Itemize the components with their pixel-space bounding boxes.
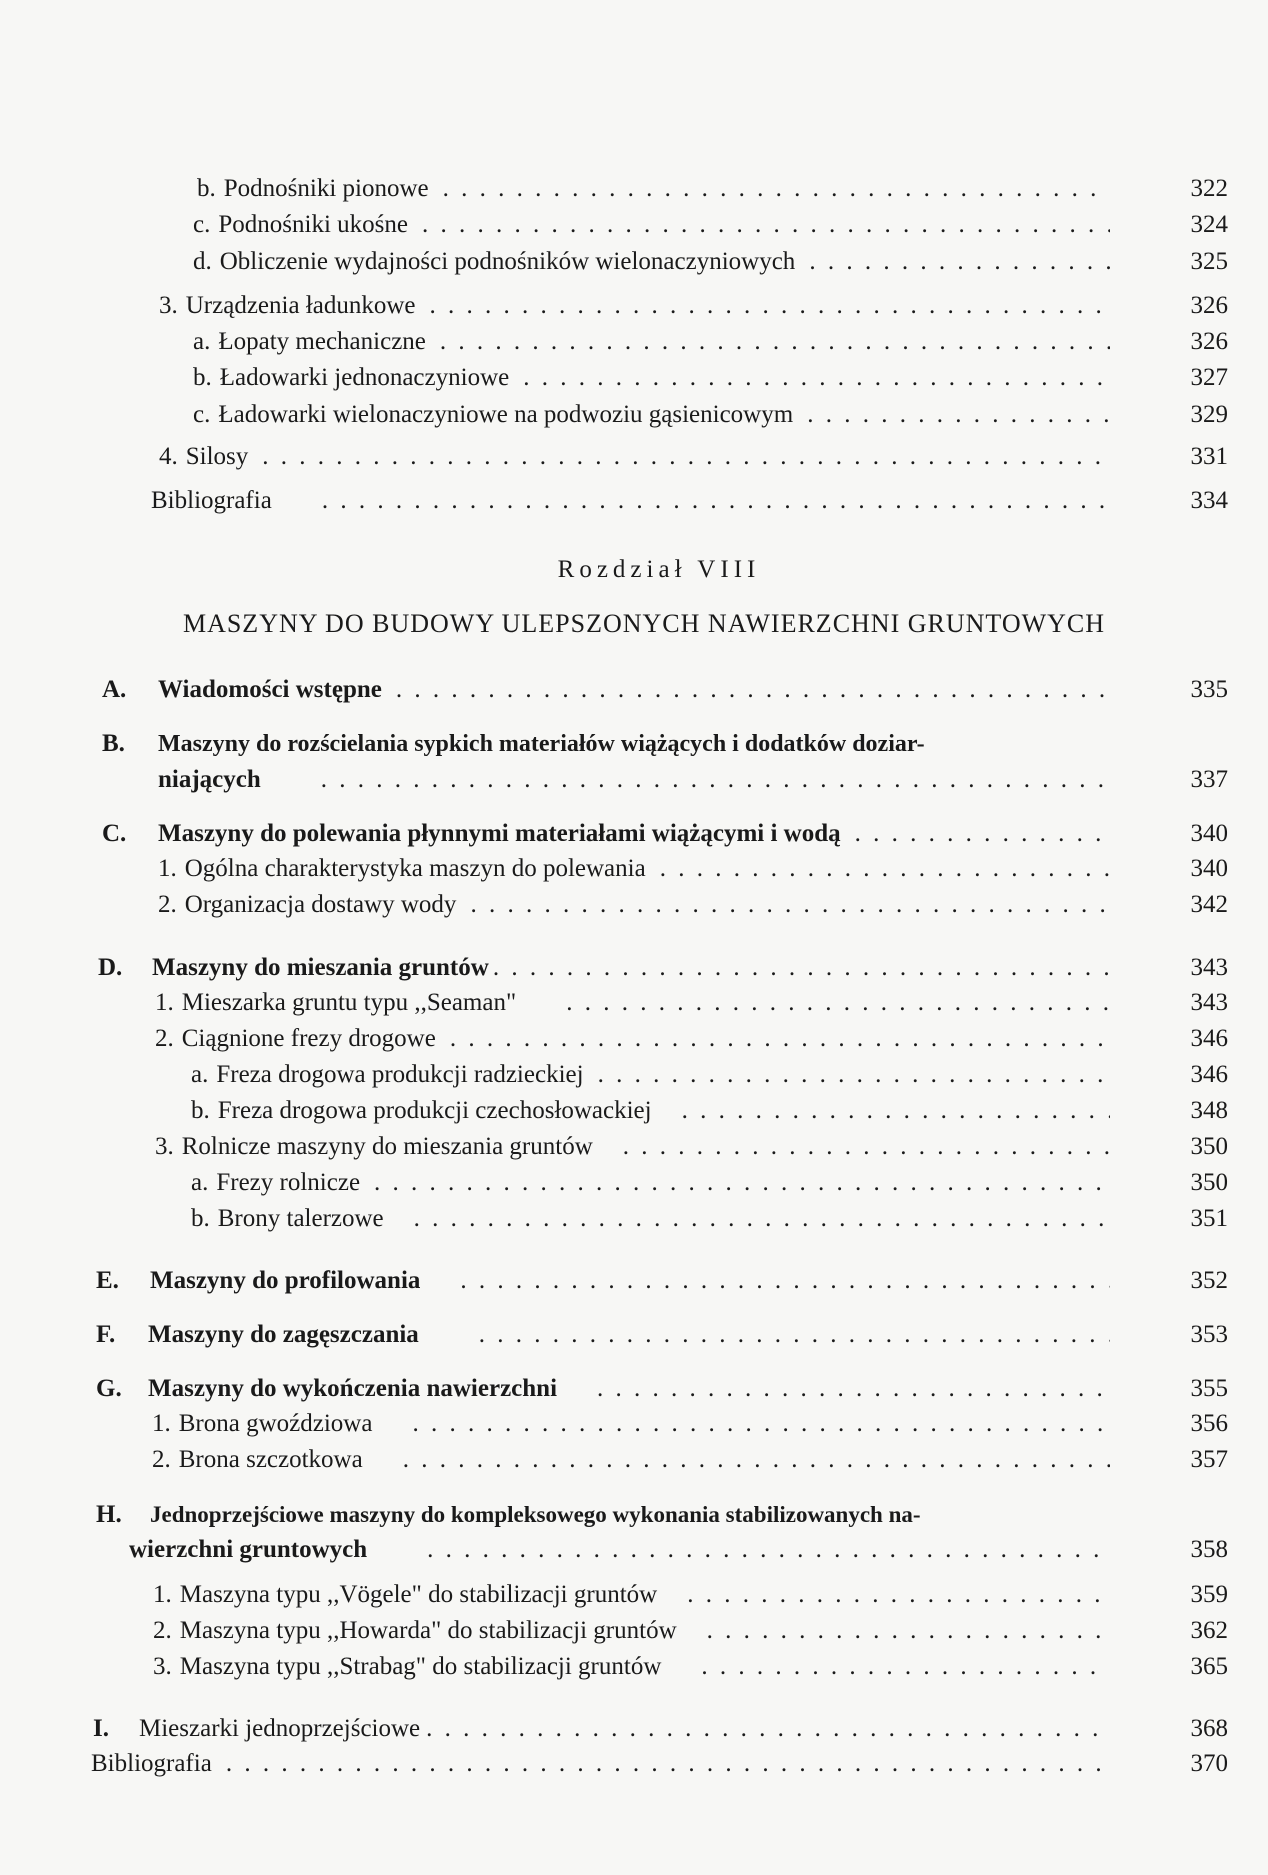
- dot-leader: [440, 324, 1110, 360]
- entry-label: Brona gwoździowa: [178, 1410, 373, 1437]
- page-number: 327: [1190, 364, 1228, 391]
- entry-marker: c.: [193, 211, 211, 238]
- page-number: 325: [1190, 248, 1228, 275]
- dot-leader: [321, 762, 1110, 798]
- entry-marker: d.: [193, 248, 212, 275]
- dot-leader: [414, 1201, 1110, 1237]
- entry-marker: 3.: [159, 292, 178, 319]
- page-number: 350: [1190, 1133, 1228, 1160]
- page-number: 370: [1190, 1750, 1228, 1777]
- page-number: 340: [1190, 820, 1228, 847]
- dot-leader: [807, 397, 1110, 433]
- toc-entry[interactable]: [191, 1093, 1228, 1129]
- entry-label: Maszyna typu ,,Vögele" do stabilizacji gruntów: [179, 1581, 658, 1608]
- toc-entry[interactable]: [96, 1497, 1228, 1533]
- chapter-title: MASZYNY DO BUDOWY ULEPSZONYCH NAWIERZCHNI GRUNTOWYCH: [182, 609, 1106, 638]
- entry-marker: 3.: [155, 1133, 174, 1160]
- dot-leader: [422, 207, 1110, 243]
- dot-leader: [479, 1317, 1110, 1353]
- page-number: 326: [1190, 328, 1228, 355]
- page-number: 340: [1190, 855, 1228, 882]
- toc-entry[interactable]: [193, 207, 1228, 243]
- toc-entry[interactable]: [153, 1649, 1228, 1685]
- entry-marker: I.: [93, 1715, 109, 1742]
- entry-label: Maszyny do wykończenia nawierzchni: [148, 1375, 558, 1402]
- entry-label: Bibliografia: [151, 487, 272, 514]
- entry-marker: 2.: [152, 1446, 171, 1473]
- entry-label: Frezy rolnicze: [216, 1169, 361, 1196]
- toc-entry[interactable]: [193, 397, 1228, 433]
- entry-marker: C.: [102, 820, 127, 847]
- entry-label: wierzchni gruntowych: [129, 1536, 368, 1563]
- toc-entry-continuation[interactable]: [129, 1532, 1228, 1568]
- entry-label: Urządzenia ładunkowe: [185, 292, 416, 319]
- entry-label: Maszyny do profilowania: [150, 1267, 421, 1294]
- entry-label: Wiadomości wstępne: [158, 676, 382, 703]
- dot-leader: [403, 1442, 1110, 1478]
- entry-label: Brona szczotkowa: [178, 1446, 363, 1473]
- entry-marker: 2.: [155, 1025, 174, 1052]
- entry-label: Maszyna typu ,,Howarda" do stabilizacji gruntów: [179, 1617, 677, 1644]
- page-number: 368: [1190, 1715, 1228, 1742]
- toc-entry[interactable]: [152, 1442, 1228, 1478]
- dot-leader: [660, 851, 1110, 887]
- entry-label: Maszyny do zagęszczania: [148, 1321, 419, 1348]
- toc-entry[interactable]: [151, 483, 1228, 519]
- entry-label: Organizacja dostawy wody: [184, 891, 457, 918]
- toc-entry[interactable]: [158, 887, 1228, 923]
- dot-leader: [427, 1532, 1110, 1568]
- entry-label: Maszyny do rozścielania sypkich materiałów wiążących i dodatków doziar-: [158, 731, 925, 757]
- toc-entry[interactable]: [155, 1129, 1228, 1165]
- entry-label: Łopaty mechaniczne: [218, 328, 426, 355]
- entry-label: Podnośniki pionowe: [223, 175, 429, 202]
- entry-marker: b.: [191, 1097, 210, 1124]
- entry-marker: b.: [191, 1205, 210, 1232]
- dot-leader: [262, 439, 1110, 475]
- entry-marker: G.: [96, 1375, 122, 1402]
- entry-marker: A.: [102, 676, 127, 703]
- toc-entry[interactable]: [193, 244, 1228, 280]
- entry-marker: 1.: [158, 855, 177, 882]
- entry-label: Mieszarki jednoprzejściowe: [139, 1715, 421, 1742]
- page-number: 362: [1190, 1617, 1228, 1644]
- entry-marker: F.: [96, 1321, 116, 1348]
- toc-entry[interactable]: [98, 950, 1228, 986]
- toc-entry[interactable]: [191, 1201, 1228, 1237]
- entry-label: Mieszarka gruntu typu ,,Seaman": [181, 989, 517, 1016]
- dot-leader: [493, 950, 1110, 986]
- entry-marker: D.: [98, 954, 123, 981]
- page-number: 357: [1190, 1446, 1228, 1473]
- entry-marker: 2.: [153, 1617, 172, 1644]
- page-number: 352: [1190, 1267, 1228, 1294]
- toc-entry[interactable]: [193, 324, 1228, 360]
- toc-entry[interactable]: [91, 1746, 1228, 1782]
- page-number: 324: [1190, 211, 1228, 238]
- toc-entry[interactable]: [158, 851, 1228, 887]
- toc-entry[interactable]: [191, 1165, 1228, 1201]
- dot-leader: [226, 1746, 1110, 1782]
- entry-label: Silosy: [185, 443, 249, 470]
- dot-leader: [322, 483, 1110, 519]
- entry-marker: a.: [191, 1061, 209, 1088]
- page-number: 329: [1190, 401, 1228, 428]
- toc-entry[interactable]: [159, 439, 1228, 475]
- dot-leader: [855, 816, 1110, 852]
- toc-entry[interactable]: [96, 1371, 1228, 1407]
- entry-marker: 3.: [153, 1653, 172, 1680]
- entry-label: Maszyna typu ,,Strabag" do stabilizacji gruntów: [179, 1653, 662, 1680]
- dot-leader: [707, 1613, 1110, 1649]
- entry-label: Bibliografia: [91, 1750, 212, 1777]
- toc-entry[interactable]: [159, 288, 1228, 324]
- page-number: 342: [1190, 891, 1228, 918]
- toc-entry[interactable]: [197, 171, 1228, 207]
- dot-leader: [687, 1577, 1110, 1613]
- dot-leader: [523, 360, 1110, 396]
- entry-label: Ciągnione frezy drogowe: [181, 1025, 436, 1052]
- dot-leader: [412, 1406, 1110, 1442]
- page-number: 365: [1190, 1653, 1228, 1680]
- entry-label: niających: [158, 766, 261, 793]
- page-number: 346: [1190, 1025, 1228, 1052]
- page-number: 355: [1190, 1375, 1228, 1402]
- dot-leader: [470, 887, 1110, 923]
- dot-leader: [598, 1057, 1110, 1093]
- entry-marker: B.: [102, 730, 125, 757]
- toc-entry-continuation[interactable]: [158, 762, 1228, 798]
- entry-marker: 1.: [153, 1581, 172, 1608]
- toc-entry[interactable]: [193, 360, 1228, 396]
- toc-entry[interactable]: [102, 816, 1228, 852]
- chapter-number: Rozdział VIII: [557, 556, 761, 583]
- toc-entry[interactable]: [152, 1406, 1228, 1442]
- entry-marker: 2.: [158, 891, 177, 918]
- page-number: 322: [1190, 175, 1228, 202]
- toc-entry[interactable]: [155, 985, 1228, 1021]
- entry-marker: b.: [197, 175, 216, 202]
- toc-entry[interactable]: [153, 1613, 1228, 1649]
- toc-entry[interactable]: [93, 1711, 1228, 1747]
- entry-label: Ładowarki wielonaczyniowe na podwoziu gąsienicowym: [218, 401, 794, 428]
- page-number: 335: [1190, 676, 1228, 703]
- dot-leader: [460, 1263, 1110, 1299]
- entry-label: Obliczenie wydajności podnośników wielonaczyniowych: [219, 248, 796, 275]
- page-number: 343: [1190, 989, 1228, 1016]
- entry-marker: E.: [96, 1267, 119, 1294]
- page-number: 348: [1190, 1097, 1228, 1124]
- toc-entry[interactable]: [191, 1057, 1228, 1093]
- entry-marker: a.: [191, 1169, 209, 1196]
- dot-leader: [396, 672, 1110, 708]
- dot-leader: [450, 1021, 1110, 1057]
- entry-marker: a.: [193, 328, 211, 355]
- page-number: 334: [1190, 487, 1228, 514]
- entry-marker: H.: [96, 1501, 122, 1528]
- entry-label: Freza drogowa produkcji radzieckiej: [216, 1061, 584, 1088]
- entry-label: Rolnicze maszyny do mieszania gruntów: [181, 1133, 593, 1160]
- page-number: 326: [1190, 292, 1228, 319]
- dot-leader: [443, 171, 1110, 207]
- entry-label: Ładowarki jednonaczyniowe: [219, 364, 510, 391]
- entry-marker: 4.: [159, 443, 178, 470]
- entry-marker: c.: [193, 401, 211, 428]
- entry-label: Brony talerzowe: [217, 1205, 384, 1232]
- dot-leader: [623, 1129, 1110, 1165]
- entry-label: Freza drogowa produkcji czechosłowackiej: [217, 1097, 652, 1124]
- entry-label: Podnośniki ukośne: [218, 211, 408, 238]
- dot-leader: [701, 1649, 1110, 1685]
- dot-leader: [426, 1711, 1110, 1747]
- page-number: 353: [1190, 1321, 1228, 1348]
- toc-entry[interactable]: [96, 1263, 1228, 1299]
- entry-label: Maszyny do polewania płynnymi materiałami wiążącymi i wodą: [158, 820, 841, 847]
- page-number: 337: [1190, 766, 1228, 793]
- entry-marker: 1.: [155, 989, 174, 1016]
- dot-leader: [430, 288, 1111, 324]
- toc-entry[interactable]: [102, 726, 1228, 762]
- dot-leader: [809, 244, 1110, 280]
- dot-leader: [597, 1371, 1110, 1407]
- page-number: 346: [1190, 1061, 1228, 1088]
- dot-leader: [566, 985, 1110, 1021]
- entry-marker: 1.: [152, 1410, 171, 1437]
- toc-entry[interactable]: [102, 672, 1228, 708]
- dot-leader: [682, 1093, 1110, 1129]
- toc-entry[interactable]: [153, 1577, 1228, 1613]
- page-number: 331: [1190, 443, 1228, 470]
- dot-leader: [374, 1165, 1110, 1201]
- page-number: 356: [1190, 1410, 1228, 1437]
- page-number: 350: [1190, 1169, 1228, 1196]
- entry-label: Ogólna charakterystyka maszyn do polewania: [184, 855, 646, 882]
- page-number: 359: [1190, 1581, 1228, 1608]
- page-number: 351: [1190, 1205, 1228, 1232]
- page-number: 358: [1190, 1536, 1228, 1563]
- toc-entry[interactable]: [155, 1021, 1228, 1057]
- entry-label: Jednoprzejściowe maszyny do kompleksowego wykonania stabilizowanych na-: [150, 1502, 921, 1527]
- page-number: 343: [1190, 954, 1228, 981]
- toc-entry[interactable]: [96, 1317, 1228, 1353]
- entry-label: Maszyny do mieszania gruntów: [152, 954, 489, 981]
- entry-marker: b.: [193, 364, 212, 391]
